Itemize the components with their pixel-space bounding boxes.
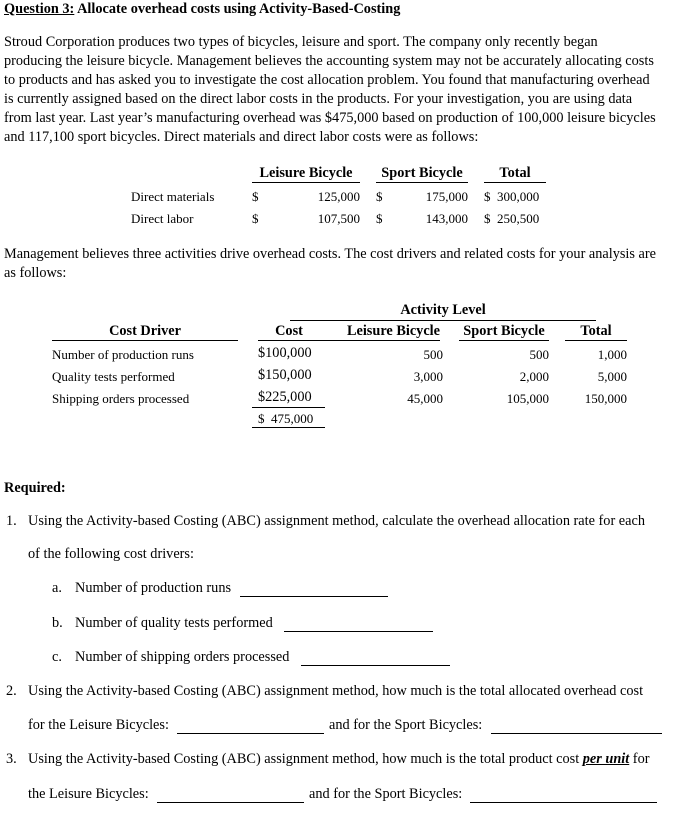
column-header-total: Total <box>484 165 546 183</box>
answer-blank-b[interactable] <box>284 631 433 632</box>
total-value: 150,000 <box>584 391 627 406</box>
intro-line: Stroud Corporation produces two types of bicycles, leisure and sport. The company only recently began <box>4 34 598 50</box>
question-text <box>28 751 649 768</box>
cost-value: $100,000 <box>258 345 312 361</box>
sport-value: 500 <box>529 347 549 362</box>
intro-line: to products and has asked you to investigate the cost allocation problem. You found that manufacturing overhead <box>4 72 650 88</box>
question-text-part: for <box>629 751 650 767</box>
leisure-value: 500 <box>423 347 443 362</box>
leisure-label: for the Leisure Bicycles: <box>28 717 169 733</box>
leisure-value: 3,000 <box>413 369 443 384</box>
column-header-sport: Sport Bicycle <box>376 165 468 183</box>
cost-value: $225,000 <box>258 389 312 405</box>
currency: $ <box>252 211 259 226</box>
sub-letter: b. <box>52 615 63 631</box>
cost-total: $ 475,000 <box>258 411 314 426</box>
group-header-activity-level: Activity Level <box>400 302 486 318</box>
column-header-leisure: Leisure Bicycle <box>252 165 360 183</box>
currency: $ <box>252 189 259 204</box>
sub-question: Number of shipping orders processed <box>75 649 290 665</box>
column-header-cost: Cost <box>258 323 320 341</box>
leisure-value: 107,500 <box>317 211 360 226</box>
sub-question: Number of production runs <box>75 580 232 596</box>
cost-driver-label: Shipping orders processed <box>52 391 190 406</box>
required-heading: Required: <box>4 480 66 496</box>
cost-driver-label: Quality tests performed <box>52 369 175 384</box>
leisure-value: 125,000 <box>317 189 360 204</box>
sport-label: and for the Sport Bicycles: <box>309 786 463 802</box>
sport-label: and for the Sport Bicycles: <box>329 717 483 733</box>
divider <box>252 407 325 408</box>
answer-blank-sport-unit-cost[interactable] <box>470 802 657 803</box>
total-value: $ 250,500 <box>484 211 540 226</box>
question-number: Question 3: <box>4 1 75 17</box>
column-header-cost-driver: Cost Driver <box>52 323 238 341</box>
paragraph-line: as follows: <box>4 265 67 281</box>
question-text: Using the Activity-based Costing (ABC) assignment method, calculate the overhead allocation rate for each <box>28 513 645 529</box>
emphasis-per-unit: per unit <box>582 751 630 767</box>
sport-value: 175,000 <box>425 189 468 204</box>
item-number: 1. <box>6 513 17 529</box>
paragraph-line: Management believes three activities drive overhead costs. The cost drivers and related costs for your analysis are <box>4 246 656 262</box>
column-header-sport: Sport Bicycle <box>459 323 549 341</box>
leisure-value: 45,000 <box>407 391 443 406</box>
answer-blank-leisure-unit-cost[interactable] <box>157 802 304 803</box>
answer-blank-sport-overhead[interactable] <box>491 733 662 734</box>
total-value: 5,000 <box>597 369 627 384</box>
question-text-part: Using the Activity-based Costing (ABC) assignment method, how much is the total product cost <box>28 751 583 767</box>
total-value: 1,000 <box>597 347 627 362</box>
intro-line: is currently assigned based on the direct labor costs in the products. For your investigation, you are using data <box>4 91 633 107</box>
answer-blank-c[interactable] <box>301 665 450 666</box>
sport-value: 105,000 <box>506 391 549 406</box>
divider <box>290 320 596 321</box>
item-number: 3. <box>6 751 17 767</box>
answer-blank-leisure-overhead[interactable] <box>177 733 324 734</box>
question-text: of the following cost drivers: <box>28 546 194 562</box>
leisure-label: the Leisure Bicycles: <box>28 786 149 802</box>
answer-blank-a[interactable] <box>240 596 388 597</box>
sub-letter: c. <box>52 649 62 665</box>
question-text: Using the Activity-based Costing (ABC) assignment method, how much is the total allocated overhead cost <box>28 683 644 699</box>
sport-value: 2,000 <box>519 369 549 384</box>
column-header-total: Total <box>565 323 627 341</box>
sport-value: 143,000 <box>425 211 468 226</box>
currency: $ <box>376 189 383 204</box>
row-label: Direct labor <box>131 211 194 226</box>
question-title-text: Allocate overhead costs using Activity-Based-Costing <box>74 1 401 17</box>
cost-value: $150,000 <box>258 367 312 383</box>
sub-question: Number of quality tests performed <box>75 615 273 631</box>
intro-line: and 117,100 sport bicycles. Direct materials and direct labor costs were as follows: <box>4 129 479 145</box>
sub-letter: a. <box>52 580 62 596</box>
divider <box>252 427 325 428</box>
currency: $ <box>376 211 383 226</box>
total-value: $ 300,000 <box>484 189 540 204</box>
item-number: 2. <box>6 683 17 699</box>
cost-driver-label: Number of production runs <box>52 347 194 362</box>
intro-line: producing the leisure bicycle. Management believes the accounting system may not be accurately allocating costs <box>4 53 654 69</box>
question-title <box>4 1 400 18</box>
column-header-leisure: Leisure Bicycle <box>297 323 440 341</box>
intro-line: from last year. Last year’s manufacturing overhead was $475,000 based on production of 100,000 leisure bicycles <box>4 110 656 126</box>
row-label: Direct materials <box>131 189 215 204</box>
